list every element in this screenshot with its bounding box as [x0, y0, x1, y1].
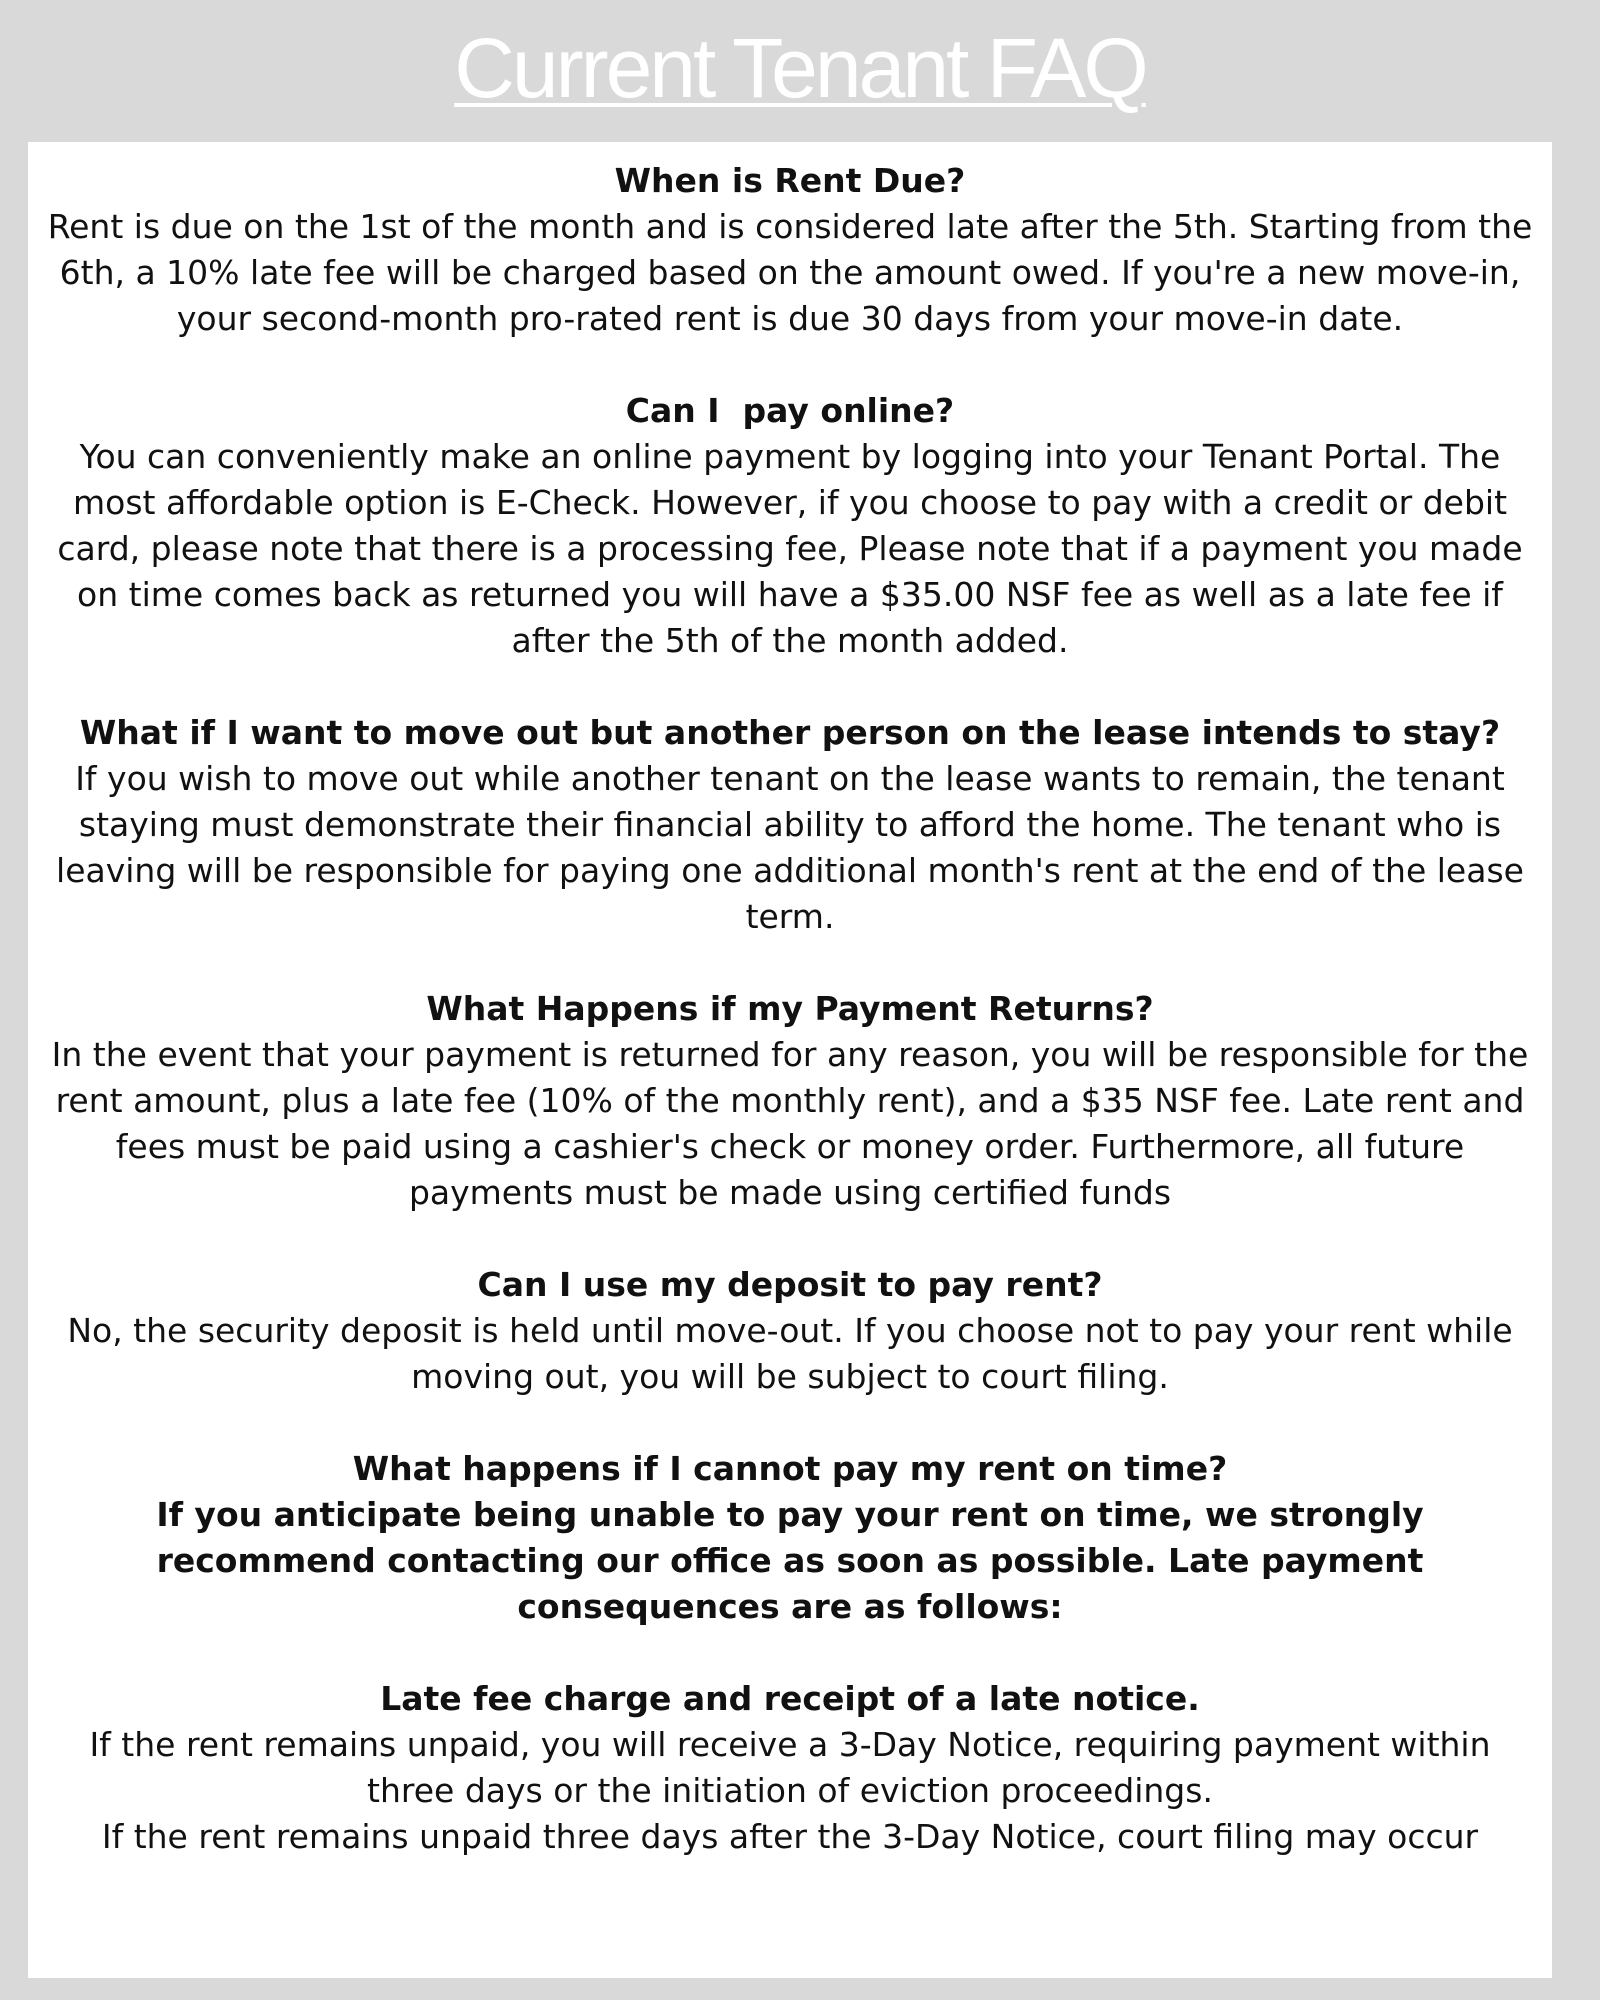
- faq-answer: Rent is due on the 1st of the month and is considered late after the 5th. Starting from the 6th, a 10% late fee will be charged based on the amount owed. If you're a new move-in, your second-month pro-rated rent is due 30 days from your move-in date.: [47, 207, 1533, 338]
- faq-item-rent-due: [46, 158, 1534, 342]
- consequence-step: If the rent remains unpaid, you will receive a 3-Day Notice, requiring payment within three days or the initiation of eviction proceedings.: [89, 1725, 1491, 1810]
- page-title-text: Current Tenant FAQ: [454, 21, 1146, 115]
- faq-item-pay-online: [46, 388, 1534, 664]
- faq-answer: If you wish to move out while another tenant on the lease wants to remain, the tenant staying must demonstrate their financial ability to afford the home. The tenant who is leaving will be responsible for paying one additional month's rent at the end of the lease term.: [56, 759, 1524, 936]
- late-payment-consequences: [46, 1676, 1534, 1860]
- faq-item-move-out: [46, 710, 1534, 940]
- faq-question: Can I use my deposit to pay rent?: [477, 1265, 1103, 1304]
- faq-panel: [28, 142, 1552, 1978]
- faq-item-deposit: [46, 1262, 1534, 1400]
- faq-question: When is Rent Due?: [614, 161, 966, 200]
- faq-item-late-payment: [46, 1446, 1534, 1630]
- late-fee-heading: Late fee charge and receipt of a late notice.: [380, 1679, 1200, 1718]
- faq-answer: In the event that your payment is returned for any reason, you will be responsible for the rent amount, plus a late fee (10% of the monthly rent), and a $35 NSF fee. Late rent and fees must be paid using a cashier's check or money order. Furthermore, all future payments must be made using certified funds: [51, 1035, 1529, 1212]
- faq-question: What Happens if my Payment Returns?: [426, 989, 1154, 1028]
- faq-question: What if I want to move out but another person on the lease intends to stay?: [79, 713, 1501, 752]
- faq-item-payment-returns: [46, 986, 1534, 1216]
- consequence-step: If the rent remains unpaid three days after the 3-Day Notice, court filing may occur: [101, 1817, 1479, 1856]
- faq-question: What happens if I cannot pay my rent on time?: [352, 1449, 1228, 1488]
- faq-answer: If you anticipate being unable to pay your rent on time, we strongly recommend contacting our office as soon as possible. Late payment consequences are as follows:: [156, 1495, 1424, 1626]
- faq-answer: You can conveniently make an online payment by logging into your Tenant Portal. The most affordable option is E-Check. However, if you choose to pay with a credit or debit card, please note that there is a processing fee, Please note that if a payment you made on time comes back as returned you will have a $35.00 NSF fee as well as a late fee if after the 5th of the month added.: [57, 437, 1523, 660]
- faq-answer: No, the security deposit is held until move-out. If you choose not to pay your rent while moving out, you will be subject to court filing.: [67, 1311, 1513, 1396]
- page-title: [0, 18, 1600, 118]
- faq-question: Can I pay online?: [625, 391, 955, 430]
